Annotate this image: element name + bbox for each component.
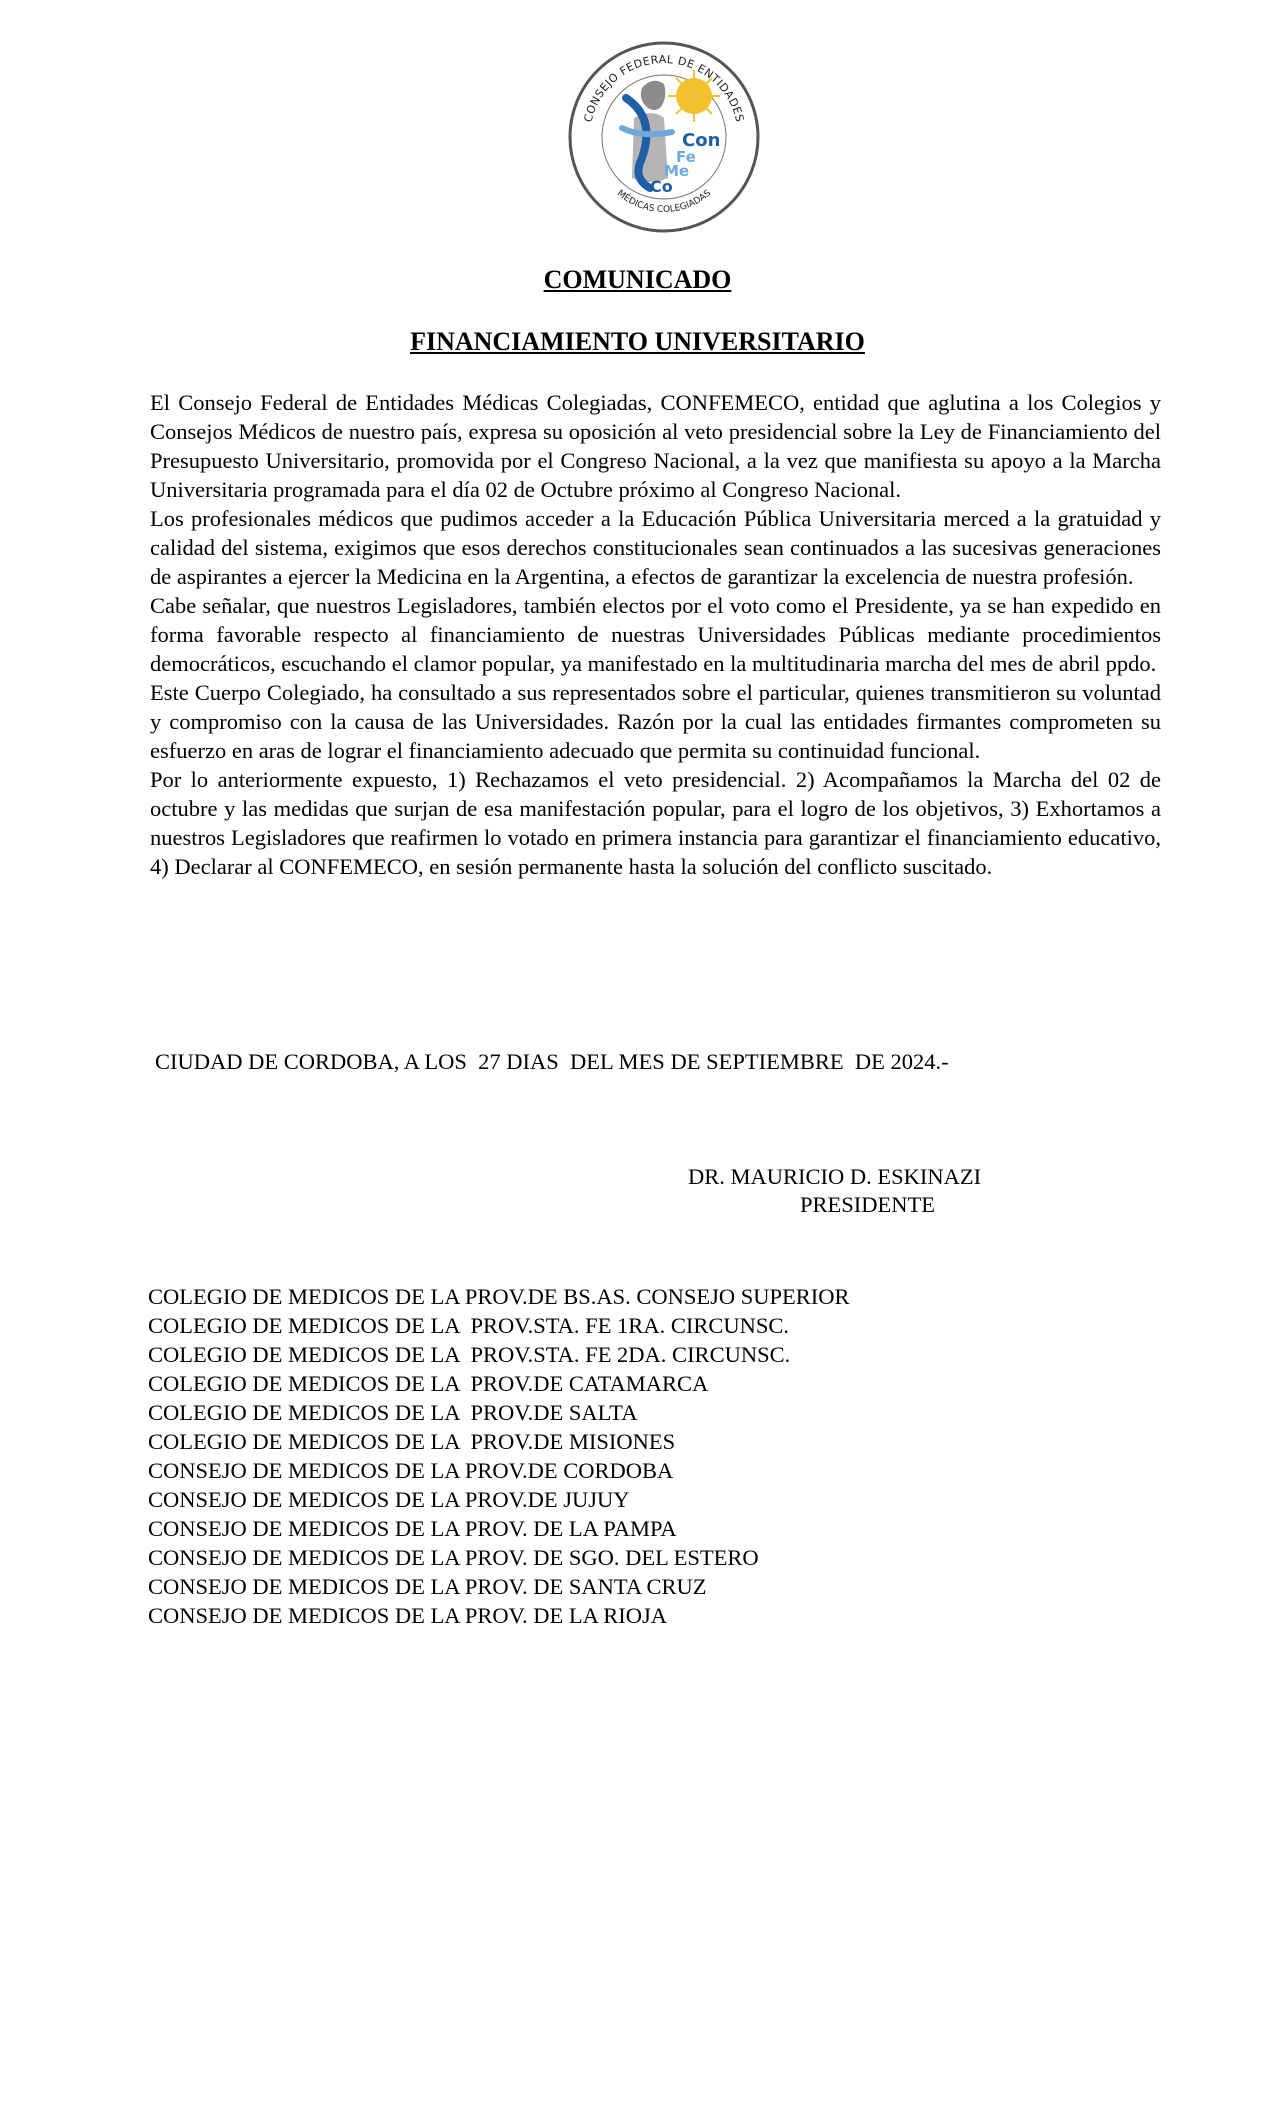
signatory-item: COLEGIO DE MEDICOS DE LA PROV.DE BS.AS. CONSEJO SUPERIOR <box>148 1284 850 1309</box>
body-paragraph: Por lo anteriormente expuesto, 1) Rechazamos el veto presidencial. 2) Acompañamos la Marcha del 02 de octubre y las medidas que surjan de esa manifestación popular, para el logro de los objetivos, 3) Exhortamos a nuestros Legisladores que reafirmen lo votado en primera instancia para garantizar el financiamiento educativo, 4) Declarar al CONFEMECO, en sesión permanente hasta la solución del conflicto suscitado. <box>150 767 1161 879</box>
signatory-item: CONSEJO DE MEDICOS DE LA PROV. DE LA RIOJA <box>148 1603 668 1628</box>
logo-ring-text-bottom: MÉDICAS COLEGIADAS <box>614 188 714 216</box>
signer-role: PRESIDENTE <box>800 1192 935 1217</box>
signatory-list <box>148 1282 850 1630</box>
signatory-item: CONSEJO DE MEDICOS DE LA PROV.DE JUJUY <box>148 1487 630 1512</box>
signer-name: DR. MAURICIO D. ESKINAZI <box>688 1164 982 1189</box>
body-paragraph: Este Cuerpo Colegiado, ha consultado a sus representados sobre el particular, quienes transmitieron su voluntad y compromiso con la causa de las Universidades. Razón por la cual las entidades firmantes comprometen su esfuerzo en aras de lograr el financiamiento adecuado que permita su continuidad funcional. <box>150 680 1161 763</box>
signatory-item: COLEGIO DE MEDICOS DE LA PROV.DE MISIONES <box>148 1429 676 1454</box>
communique-body <box>150 388 1161 881</box>
body-paragraph: Los profesionales médicos que pudimos acceder a la Educación Pública Universitaria merced a la gratuidad y calidad del sistema, exigimos que esos derechos constitucionales sean continuados a las sucesivas generaciones de aspirantes a ejercer la Medicina en la Argentina, a efectos de garantizar la excelencia de nuestra profesión. <box>150 506 1161 589</box>
dateline: CIUDAD DE CORDOBA, A LOS 27 DIAS DEL MES DE SEPTIEMBRE DE 2024.- <box>155 1049 949 1074</box>
logo-letters-co: Co <box>650 177 673 196</box>
signatory-item: CONSEJO DE MEDICOS DE LA PROV. DE SANTA CRUZ <box>148 1574 707 1599</box>
logo-ring-text-top: CONSEJO FEDERAL DE ENTIDADES <box>581 52 747 124</box>
body-paragraph: El Consejo Federal de Entidades Médicas Colegiadas, CONFEMECO, entidad que aglutina a los Colegios y Consejos Médicos de nuestro país, expresa su oposición al veto presidencial sobre la Ley de Financiamiento del Presupuesto Universitario, promovida por el Congreso Nacional, a la vez que manifiesta su apoyo a la Marcha Universitaria programada para el día 02 de Octubre próximo al Congreso Nacional. <box>150 390 1161 502</box>
document-title: COMUNICADO <box>543 265 732 294</box>
signatory-item: COLEGIO DE MEDICOS DE LA PROV.DE CATAMARCA <box>148 1371 709 1396</box>
signatory-item: CONSEJO DE MEDICOS DE LA PROV. DE SGO. DEL ESTERO <box>148 1545 759 1570</box>
logo-letters-fe: Fe <box>676 148 696 166</box>
document-subtitle: FINANCIAMIENTO UNIVERSITARIO <box>410 327 865 356</box>
signatory-item: COLEGIO DE MEDICOS DE LA PROV.DE SALTA <box>148 1400 638 1425</box>
body-paragraph: Cabe señalar, que nuestros Legisladores, también electos por el voto como el Presidente, ya se han expedido en forma favorable respecto al financiamiento de nuestras Universidades Públicas mediante procedimientos democráticos, escuchando el clamor popular, ya manifestado en la multitudinaria marcha del mes de abril ppdo. <box>150 593 1161 676</box>
signatory-item: COLEGIO DE MEDICOS DE LA PROV.STA. FE 1RA. CIRCUNSC. <box>148 1313 789 1338</box>
signatory-item: CONSEJO DE MEDICOS DE LA PROV.DE CORDOBA <box>148 1458 674 1483</box>
signatory-item: CONSEJO DE MEDICOS DE LA PROV. DE LA PAMPA <box>148 1516 677 1541</box>
logo-letters-me: Me <box>664 162 690 180</box>
signatory-item: COLEGIO DE MEDICOS DE LA PROV.STA. FE 2DA. CIRCUNSC. <box>148 1342 791 1367</box>
logo-letters-con: Con <box>682 130 721 151</box>
confemeco-logo <box>564 38 764 236</box>
